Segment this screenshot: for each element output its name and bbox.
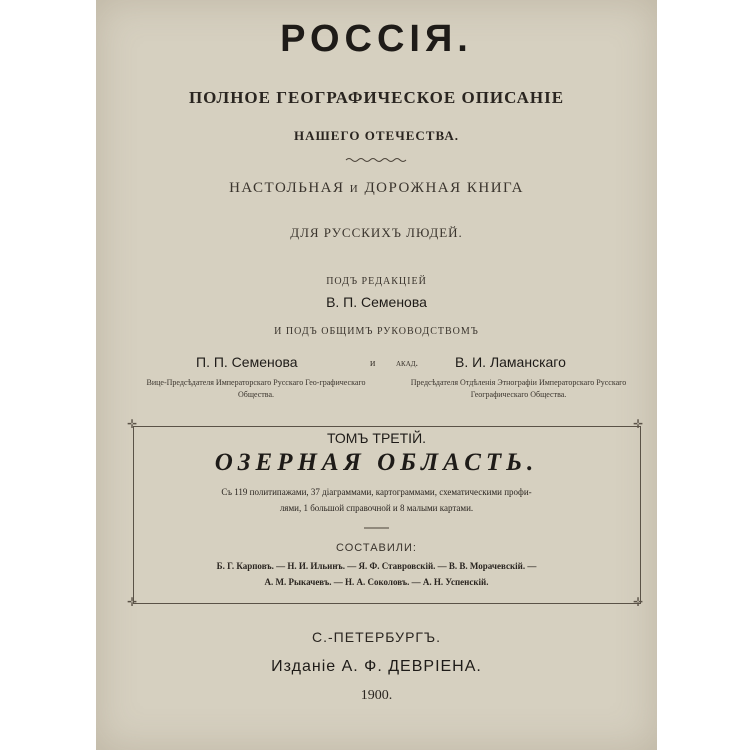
- ornamental-divider: [96, 157, 657, 163]
- authors-list: [96, 558, 657, 590]
- title-page: [96, 0, 657, 750]
- volume-title: ОЗЕРНАЯ ОБЛАСТЬ.: [214, 449, 539, 476]
- book-description: НАСТОЛЬНАЯ и ДОРОЖНАЯ КНИГА: [229, 180, 524, 196]
- authors-line-1: Б. Г. Карповъ. — Н. И. Ильинъ. — Я. Ф. Ставровскій. — В. В. Морачевскій. —: [216, 561, 537, 571]
- academician-prefix: акад.: [396, 358, 419, 369]
- illustrations-description: [96, 484, 657, 516]
- frame-corner-ornament: ✛: [127, 417, 138, 431]
- publication-city: С.-ПЕТЕРБУРГЪ.: [312, 629, 441, 645]
- frame-corner-ornament: ✛: [633, 417, 644, 431]
- edited-by-label: ПОДЪ РЕДАКЦІЕЙ: [326, 276, 427, 287]
- frame-corner-ornament: ✛: [127, 595, 138, 609]
- authors-line-2: А. М. Рыкачевъ. — Н. А. Соколовъ. — А. Н. Успенскій.: [264, 577, 489, 587]
- frame-corner-ornament: ✛: [633, 595, 644, 609]
- left-supervisor-title: Вице-Предсѣдателя Императорскаго Русскаго Гео-графическаго Общества.: [146, 378, 366, 399]
- publisher: Изданіе А. Ф. ДЕВРІЕНА.: [271, 658, 482, 675]
- left-supervisor-name: П. П. Семенова: [196, 354, 298, 370]
- book-subtitle-second-line: НАШЕГО ОТЕЧЕСТВА.: [294, 128, 459, 143]
- publication-year: 1900.: [360, 688, 393, 703]
- book-title: РОССІЯ.: [280, 18, 473, 60]
- book-subtitle: ПОЛНОЕ ГЕОГРАФИЧЕСКОЕ ОПИСАНІЕ: [188, 88, 565, 107]
- audience-line: ДЛЯ РУССКИХЪ ЛЮДЕЙ.: [290, 225, 463, 240]
- compilers-label: СОСТАВИЛИ:: [336, 542, 417, 554]
- editor-name: В. П. Семенова: [326, 294, 427, 310]
- illustrations-line-2: лями, 1 большой справочной и 8 малыми картами.: [279, 503, 474, 513]
- right-supervisor-name: В. И. Ламанскаго: [455, 354, 566, 370]
- right-supervisor-title: Предсѣдателя Отдѣленія Этнографіи Императорскаго Русскаго Географическаго Общества.: [410, 378, 627, 399]
- and-word: и: [370, 358, 376, 369]
- short-divider: [96, 525, 657, 531]
- volume-label: ТОМЪ ТРЕТІЙ.: [326, 430, 427, 446]
- guidance-label: И ПОДЪ ОБЩИМЪ РУКОВОДСТВОМЪ: [274, 326, 479, 337]
- illustrations-line-1: Съ 119 политипажами, 37 діаграммами, картограммами, схематическими профи-: [221, 487, 532, 497]
